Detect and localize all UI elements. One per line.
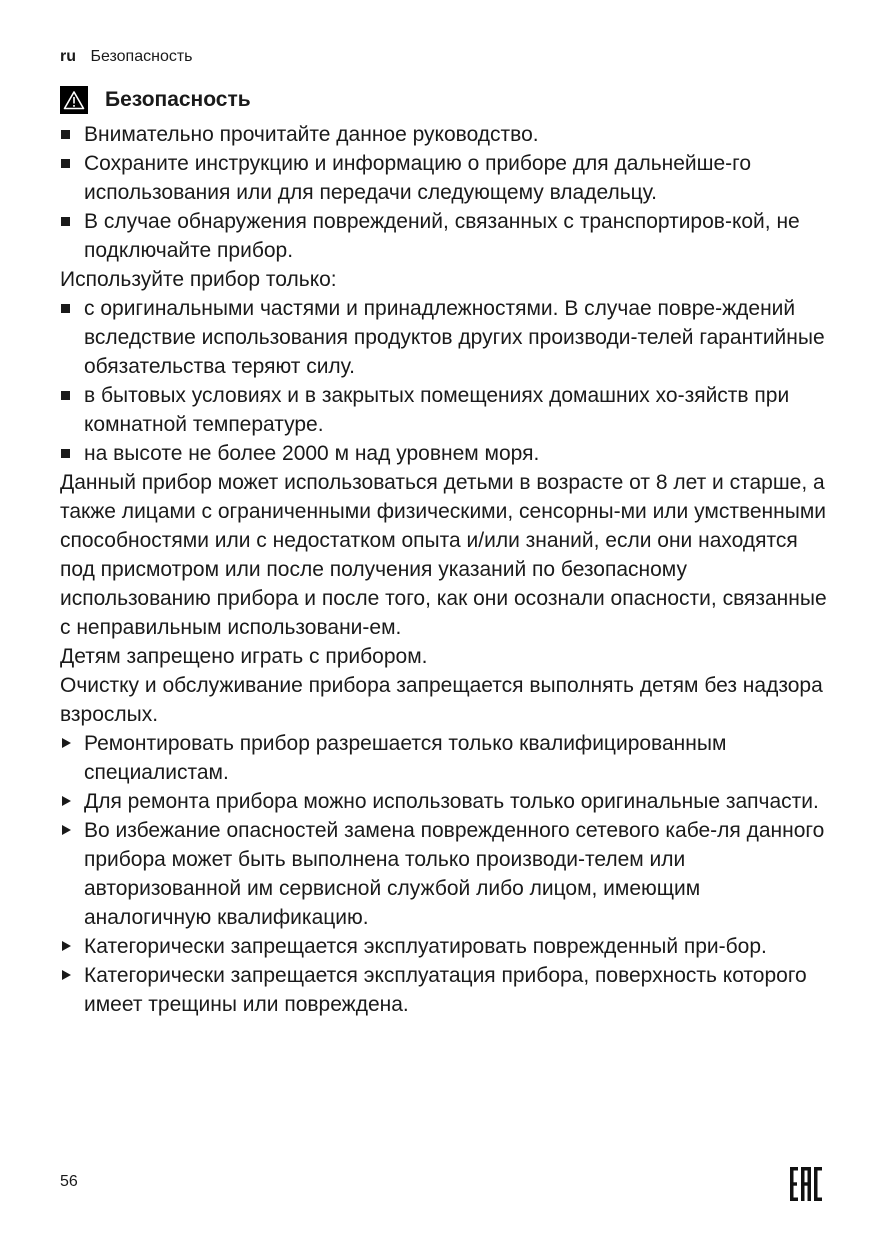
action-item-text: Для ремонта прибора можно использовать только оригинальные запчасти.	[84, 790, 819, 813]
square-bullet-icon	[61, 159, 70, 168]
triangle-bullet-icon	[62, 941, 71, 951]
list-item-text: В случае обнаружения повреждений, связанных с транспортиров-кой, не подключайте прибор.	[84, 210, 800, 262]
list-item-text: с оригинальными частями и принадлежностями. В случае повре-ждений вследствие использования продуктов других производи-телей гарантийные обязательства теряют силу.	[84, 297, 825, 378]
list-item	[60, 294, 830, 381]
list-item	[60, 381, 830, 439]
square-bullet-icon	[61, 130, 70, 139]
action-item	[60, 787, 830, 816]
warning-triangle-icon	[60, 86, 88, 114]
section-heading	[60, 85, 251, 115]
list-item	[60, 439, 830, 468]
action-item-text: Категорически запрещается эксплуатация прибора, поверхность которого имеет трещины или повреждена.	[84, 964, 807, 1016]
list-item-text: Внимательно прочитайте данное руководство.	[84, 123, 539, 146]
header-section-name: Безопасность	[90, 48, 193, 65]
action-item-text: Ремонтировать прибор разрешается только квалифицированным специалистам.	[84, 732, 727, 784]
square-bullet-icon	[61, 217, 70, 226]
paragraph: Очистку и обслуживание прибора запрещается выполнять детям без надзора взрослых.	[60, 674, 823, 726]
eac-mark-icon	[790, 1167, 822, 1201]
square-bullet-icon	[61, 304, 70, 313]
square-bullet-icon	[61, 391, 70, 400]
action-item	[60, 961, 830, 1019]
action-item-text: Во избежание опасностей замена поврежденного сетевого кабе-ля данного прибора может быть выполнена только производи-телем или авторизованной им сервисной службой либо лицом, имеющим аналогичную квалификацию.	[84, 819, 825, 929]
list-item-text: на высоте не более 2000 м над уровнем моря.	[84, 442, 540, 465]
list-item	[60, 207, 830, 265]
list-item-text: в бытовых условиях и в закрытых помещениях домашних хо-зяйств при комнатной температуре.	[84, 384, 790, 436]
action-item	[60, 729, 830, 787]
triangle-bullet-icon	[62, 738, 71, 748]
list-item	[60, 120, 830, 149]
paragraph: Данный прибор может использоваться детьми в возрасте от 8 лет и старше, а также лицами с ограниченными физическими, сенсорны-ми или умственными способностями или с недостатком опыта и/или знаний, если они находятся под присмотром или после получения указаний по безопасному использованию прибора и после того, как они осознали опасности, связанные с неправильным использовани-ем.	[60, 471, 827, 639]
square-bullet-icon	[61, 449, 70, 458]
section-title: Безопасность	[105, 88, 251, 111]
action-item	[60, 816, 830, 932]
safety-content	[60, 120, 830, 1019]
action-item-text: Категорически запрещается эксплуатировать поврежденный при-бор.	[84, 935, 767, 958]
use-only-label: Используйте прибор только:	[60, 268, 337, 291]
action-item	[60, 932, 830, 961]
page-number: 56	[60, 1173, 78, 1190]
paragraph: Детям запрещено играть с прибором.	[60, 645, 428, 668]
list-item-text: Сохраните инструкцию и информацию о приборе для дальнейше-го использования или для передачи следующему владельцу.	[84, 152, 752, 204]
page-header	[60, 47, 193, 67]
triangle-bullet-icon	[62, 970, 71, 980]
triangle-bullet-icon	[62, 825, 71, 835]
language-code: ru	[60, 48, 76, 65]
list-item	[60, 149, 830, 207]
triangle-bullet-icon	[62, 796, 71, 806]
